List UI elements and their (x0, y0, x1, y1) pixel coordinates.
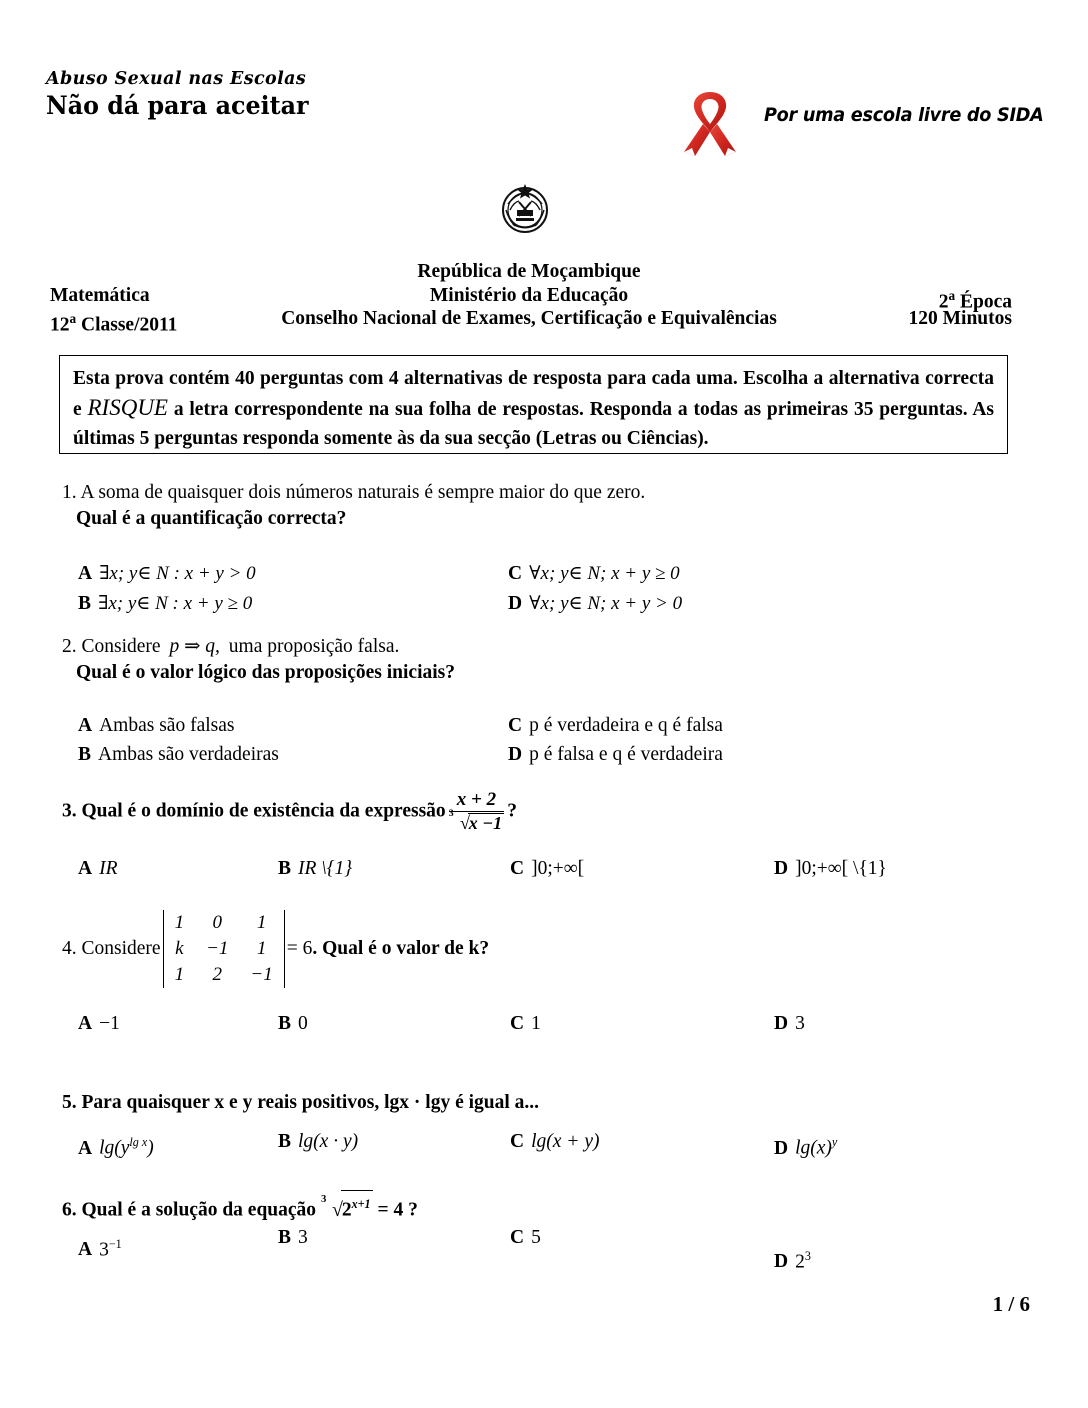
question-4 (62, 910, 1022, 1046)
question-2 (62, 634, 1022, 774)
option-exponent: 3 (804, 1248, 811, 1263)
question-4-lead (62, 934, 161, 964)
option-letter: D (774, 1137, 789, 1159)
option-base: 2 (795, 1251, 805, 1272)
determinant-row (163, 936, 284, 962)
question-6-stem (62, 1190, 1022, 1224)
question-6-option-b[interactable] (278, 1224, 308, 1252)
option-letter: C (510, 1013, 525, 1034)
question-5-option-a[interactable] (78, 1128, 154, 1163)
option-letter: A (78, 858, 93, 880)
option-letter: A (78, 1239, 93, 1260)
option-letter: B (78, 744, 92, 765)
determinant-cell: 1 (174, 964, 185, 985)
question-4-option-c[interactable] (510, 1010, 541, 1038)
mozambique-coat-of-arms-icon (496, 180, 554, 238)
question-3-option-b[interactable] (278, 855, 352, 883)
determinant-cell: −1 (250, 964, 273, 985)
question-4-option-d[interactable] (774, 1010, 805, 1038)
question-4-text-prefix: Considere (81, 938, 161, 959)
question-1-number: 1. (62, 482, 77, 503)
option-text: Ambas são falsas (99, 715, 235, 736)
instruction-emphasis: RISQUE (87, 395, 168, 420)
option-letter: B (278, 1131, 292, 1152)
question-2-options (62, 712, 1022, 774)
option-text: IR \{1} (298, 858, 353, 880)
option-text: ]0;+∞[ \{1} (795, 858, 887, 880)
header-session: 2$^a$ Época (938, 287, 1012, 312)
option-text: 3 (795, 1013, 805, 1034)
option-letter: A (78, 563, 93, 584)
option-letter: B (278, 1013, 292, 1034)
question-6-text-prefix: Qual é a solução da equação (81, 1199, 317, 1221)
option-text: IR (99, 858, 118, 880)
radical-index: 3 (448, 807, 454, 819)
determinant-cell: 1 (256, 912, 267, 933)
option-base: lg(x) (795, 1137, 832, 1159)
option-letter: B (78, 593, 92, 614)
determinant-cell: 1 (256, 938, 267, 959)
option-letter: A (78, 1013, 93, 1034)
header-country: República de Moçambique (417, 261, 641, 282)
determinant-cell: k (175, 938, 184, 959)
option-text: 1 (531, 1013, 541, 1034)
question-5-option-c[interactable] (510, 1128, 599, 1156)
question-1-option-a[interactable] (78, 560, 256, 588)
instruction-box (59, 355, 1008, 454)
question-4-text-suffix: . Qual é o valor de k? (312, 938, 490, 959)
question-2-option-a[interactable] (78, 712, 234, 740)
question-1-options (62, 560, 1022, 622)
option-letter: C (508, 563, 523, 584)
question-5-stem (62, 1090, 1022, 1116)
question-3-fraction (449, 790, 505, 833)
option-letter: A (78, 715, 93, 736)
question-4-tail (287, 934, 489, 964)
campaign-script-line: Abuso Sexual nas Escolas (46, 69, 307, 89)
campaign-header-right (666, 84, 1044, 164)
option-tail: ) (147, 1137, 154, 1159)
question-2-option-c[interactable] (508, 712, 723, 740)
question-4-option-a[interactable] (78, 1010, 120, 1038)
header-grade: 12$^a$ Classe/2011 (50, 311, 178, 336)
determinant-cell: 2 (212, 964, 222, 985)
question-1-option-c[interactable] (508, 560, 680, 588)
question-5-option-d[interactable] (774, 1128, 837, 1163)
question-3-options (62, 855, 1022, 891)
instruction-part-1: Esta prova contém 40 perguntas com 4 alternativas de resposta para cada uma. Escolha a alternativa correcta e (73, 368, 994, 420)
question-3-text-prefix: Qual é o domínio de existência da expressão (81, 800, 446, 822)
determinant-row (163, 962, 284, 988)
question-6-option-d[interactable] (774, 1242, 811, 1277)
option-text: p é falsa e q é verdadeira (529, 744, 723, 765)
question-3-stem (62, 790, 1022, 833)
question-2-number: 2. (62, 636, 77, 657)
option-exponent: y (831, 1135, 838, 1149)
question-4-stem (62, 910, 1022, 988)
page-number: 1 / 6 (992, 1292, 1030, 1316)
option-text: −1 (99, 1013, 120, 1034)
question-6 (62, 1190, 1022, 1272)
question-4-options (62, 1010, 1022, 1046)
question-3 (62, 790, 1022, 891)
option-base: 5 (531, 1226, 541, 1248)
question-5-number: 5. (62, 1092, 77, 1113)
question-3-option-d[interactable] (774, 855, 887, 883)
radicand-exponent: x+1 (351, 1197, 371, 1211)
question-5-option-b[interactable] (278, 1128, 358, 1156)
option-base: 3 (99, 1239, 109, 1260)
instruction-text (60, 356, 1007, 453)
option-base: lg(x · y) (298, 1131, 359, 1152)
ministry-header (46, 260, 1012, 336)
fraction-numerator: x + 2 (449, 790, 505, 812)
option-letter: D (774, 858, 789, 880)
fraction-denominator: 3 √x −1 (448, 807, 503, 833)
question-2-text-suffix: uma proposição falsa. (228, 636, 400, 657)
option-text: ∀x; y∈ N; x + y ≥ 0 (529, 563, 680, 584)
option-letter: C (510, 1226, 525, 1248)
radicand (341, 1190, 373, 1224)
question-3-number: 3. (62, 800, 77, 822)
header-duration: 120 Minutos (908, 308, 1012, 329)
question-1-stem (62, 480, 1022, 506)
option-text: 0 (298, 1013, 308, 1034)
option-letter: C (510, 858, 525, 880)
question-5 (62, 1090, 1022, 1164)
question-3-option-c[interactable] (510, 855, 584, 883)
option-text: ∃x; y∈ N : x + y > 0 (99, 563, 256, 584)
header-subject: Matemática (50, 284, 150, 306)
header-ministry: Ministério da Educação (429, 284, 629, 306)
question-6-radical: 3 $√2^{x+1}$ (321, 1190, 373, 1224)
aids-ribbon-icon (672, 86, 748, 160)
question-6-options (62, 1226, 1022, 1272)
question-2-stem (62, 634, 1022, 660)
question-6-option-c[interactable] (510, 1224, 541, 1252)
option-letter: D (774, 1251, 789, 1272)
radical-index: 3 (320, 1192, 327, 1205)
question-1 (62, 480, 1022, 622)
radicand: x −1 (468, 812, 503, 833)
option-text: Ambas são verdadeiras (98, 744, 279, 765)
question-6-text-suffix: = 4 ? (377, 1199, 418, 1221)
campaign-right-slogan: Por uma escola livre do SIDA (764, 104, 1044, 126)
campaign-slogan: Não dá para aceitar (46, 91, 309, 121)
option-text: ]0;+∞[ (531, 858, 585, 880)
determinant-cell: 1 (174, 912, 185, 933)
header-council: Conselho Nacional de Exames, Certificação e Equivalências (281, 308, 777, 329)
question-4-determinant (161, 910, 287, 988)
question-6-option-a[interactable] (78, 1230, 122, 1265)
option-text: p é verdadeira e q é falsa (529, 715, 723, 736)
question-6-number: 6. (62, 1199, 77, 1221)
question-1-text: A soma de quaisquer dois números naturais é sempre maior do que zero. (80, 482, 646, 503)
question-2-math: p ⇒ q, (169, 636, 220, 657)
option-text: ∀x; y∈ N; x + y > 0 (529, 593, 683, 614)
option-base: lg(x + y) (531, 1131, 600, 1152)
question-2-text-prefix: Considere (81, 636, 161, 657)
question-2-subprompt: Qual é o valor lógico das proposições iniciais? (76, 662, 456, 683)
question-1-option-b[interactable] (78, 590, 252, 618)
question-1-option-d[interactable] (508, 590, 682, 618)
determinant-cell: −1 (206, 938, 229, 959)
option-base: 3 (298, 1226, 308, 1248)
option-letter: B (278, 1226, 292, 1248)
question-3-option-a[interactable] (78, 855, 118, 883)
option-letter: D (774, 1013, 789, 1034)
option-letter: A (78, 1137, 93, 1159)
option-exponent: lg x (129, 1135, 148, 1149)
option-letter: B (278, 858, 292, 880)
question-2-option-b[interactable] (78, 741, 279, 769)
option-letter: C (510, 1131, 525, 1152)
instruction-part-2: a letra correspondente na sua folha de respostas. Responda a todas as primeiras 35 perguntas. As últimas 5 perguntas responda somente às da sua secção (Letras ou Ciências). (73, 399, 994, 449)
campaign-header-left (46, 70, 466, 121)
radicand-base: 2 (341, 1199, 352, 1221)
option-letter: D (508, 593, 523, 614)
question-5-text: Para quaisquer x e y reais positivos, lgx · lgy é igual a... (81, 1092, 540, 1113)
question-4-number: 4. (62, 938, 77, 959)
option-text: ∃x; y∈ N : x + y ≥ 0 (98, 593, 253, 614)
question-5-options (62, 1128, 1022, 1164)
question-4-equals: = 6 (286, 938, 313, 959)
option-letter: D (508, 744, 523, 765)
determinant-row (163, 910, 284, 936)
determinant-cell: 0 (212, 912, 222, 933)
question-1-subprompt: Qual é a quantificação correcta? (76, 508, 347, 529)
question-3-text-suffix: ? (507, 800, 517, 822)
option-exponent: −1 (108, 1236, 122, 1251)
question-2-option-d[interactable] (508, 741, 723, 769)
option-base: lg(y (99, 1137, 130, 1159)
option-letter: C (508, 715, 523, 736)
question-4-option-b[interactable] (278, 1010, 308, 1038)
